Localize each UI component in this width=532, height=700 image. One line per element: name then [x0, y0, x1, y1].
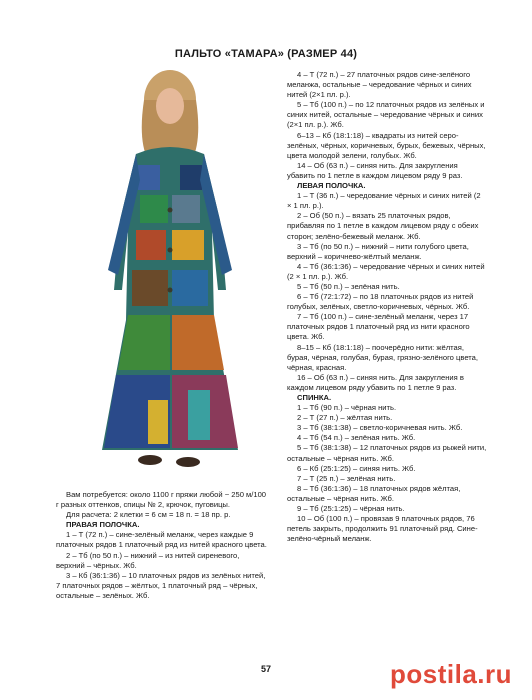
- instruction-paragraph: 1 – Т (36 п.) – чередование чёрных и синих нитей (2 × 1 пл. р.).: [287, 191, 481, 211]
- section-heading-right-front: ПРАВАЯ ПОЛОЧКА.: [66, 520, 140, 530]
- section-heading-back: СПИНКА.: [297, 393, 332, 402]
- watermark: postila.ru: [389, 659, 512, 689]
- instruction-paragraph: 3 – Тб (по 50 п.) – нижний – нити голубого цвета, верхний – коричнево-жёлтый меланж.: [287, 241, 469, 261]
- instruction-paragraph: 5 – Тб (50 п.) – зелёная нить.: [297, 281, 400, 291]
- instruction-paragraph: 5 – Тб (100 п.) – по 12 платочных рядов из зелёных и синих нитей, остальные – чередование чёрных и синих (2×1 пл. р.). Жб.: [287, 100, 485, 130]
- instruction-paragraph: 10 – Об (100 п.) – провязав 9 платочных рядов, 76 петель закрыть, продолжить 91 платочный ряд. Сине-зелёно-чёрный меланж.: [287, 514, 478, 544]
- instruction-paragraph: 14 – Об (63 п.) – синяя нить. Для закругления убавить по 1 петле в каждом лицевом ряду 9 раз.: [287, 160, 463, 180]
- instruction-paragraph: 2 – Об (50 п.) – вязать 25 платочных рядов, прибавляя по 1 петле в каждом лицевом ряду с обеих сторон; зелёно-бежевый меланж. Жб.: [287, 211, 479, 241]
- coat-photo: [88, 70, 253, 480]
- instruction-paragraph: 9 – Тб (25:1:25) – чёрная нить.: [297, 504, 405, 514]
- instruction-paragraph: 2 – Тб (по 50 п.) – нижний – из нитей сиреневого, верхний – чёрных. Жб.: [56, 550, 240, 570]
- page-number: 57: [260, 664, 271, 674]
- instruction-paragraph: 2 – Т (27 п.) – жёлтая нить.: [297, 413, 393, 423]
- instruction-paragraph: 3 – Кб (36:1:36) – 10 платочных рядов из зелёных нитей, 7 платочных рядов – жёлтых, 1 платочный ряд – чёрных, остальные – зелёных. Жб.: [56, 570, 266, 600]
- instruction-paragraph: 6 – Кб (25:1:25) – синяя нить. Жб.: [297, 463, 416, 473]
- gauge-paragraph: Для расчета: 2 клетки = 6 см = 18 п. = 18 пр. р.: [66, 510, 231, 520]
- instruction-paragraph: 4 – Тб (54 п.) – зелёная нить. Жб.: [297, 433, 416, 443]
- instruction-paragraph: 16 – Об (63 п.) – синяя нить. Для закругления в каждом лицевом ряду убавить по 1 петле 9 раз.: [287, 372, 464, 392]
- right-text-column: [287, 70, 487, 544]
- page-title: ПАЛЬТО «ТАМАРА» (РАЗМЕР 44): [174, 48, 358, 60]
- instruction-paragraph: 6–13 – Кб (18:1:18) – квадраты из нитей серо-зелёных, чёрных, коричневых, бурых, бежевых, чёрных, цвета молодой зелени, голубых. Жб.: [287, 130, 486, 160]
- instruction-paragraph: 6 – Тб (72:1:72) – по 18 платочных рядов из нитей голубых, зелёных, светло-коричневых, чёрных. Жб.: [287, 292, 474, 312]
- instruction-paragraph: 1 – Т (72 п.) – сине-зелёный меланж, через каждые 9 платочных рядов 1 платочный ряд из нитей красного цвета.: [56, 530, 267, 550]
- left-text-column: [56, 490, 270, 601]
- instruction-paragraph: 7 – Тб (100 п.) – сине-зелёный меланж, через 17 платочных рядов 1 платочный ряд из нити красного цвета. Жб.: [287, 312, 470, 342]
- instruction-paragraph: 4 – Тб (36:1:36) – чередование чёрных и синих нитей (2 × 1 пл. р.). Жб.: [287, 261, 485, 281]
- instruction-paragraph: 3 – Тб (38:1:38) – светло-коричневая нить. Жб.: [297, 423, 463, 433]
- section-heading-left-front: ЛЕВАЯ ПОЛОЧКА.: [297, 181, 366, 191]
- instruction-paragraph: 8–15 – Кб (18:1:18) – поочерёдно нити: жёлтая, бурая, чёрная, голубая, бурая, грязно-зелёного цвета, чёрная, красная.: [287, 342, 479, 372]
- instruction-paragraph: 1 – Тб (90 п.) – чёрная нить.: [297, 403, 397, 413]
- instruction-paragraph: 4 – Т (72 п.) – 27 платочных рядов сине-зелёного меланжа, остальные – чередование чёрных и синих нитей (2×1 пл. р.).: [287, 70, 472, 100]
- instruction-paragraph: 7 – Т (25 п.) – зелёная нить.: [297, 473, 396, 483]
- instruction-paragraph: 5 – Тб (38:1:38) – 12 платочных рядов из рыжей нити, остальные – чёрная нить. Жб.: [287, 443, 487, 463]
- materials-paragraph: Вам потребуется: около 1100 г пряжи любой ~ 250 м/100 г разных оттенков, спицы № 2, крючок, пуговицы.: [56, 490, 267, 510]
- instruction-paragraph: 8 – Тб (36:1:36) – 18 платочных рядов жёлтая, остальные – чёрная нить. Жб.: [287, 483, 461, 503]
